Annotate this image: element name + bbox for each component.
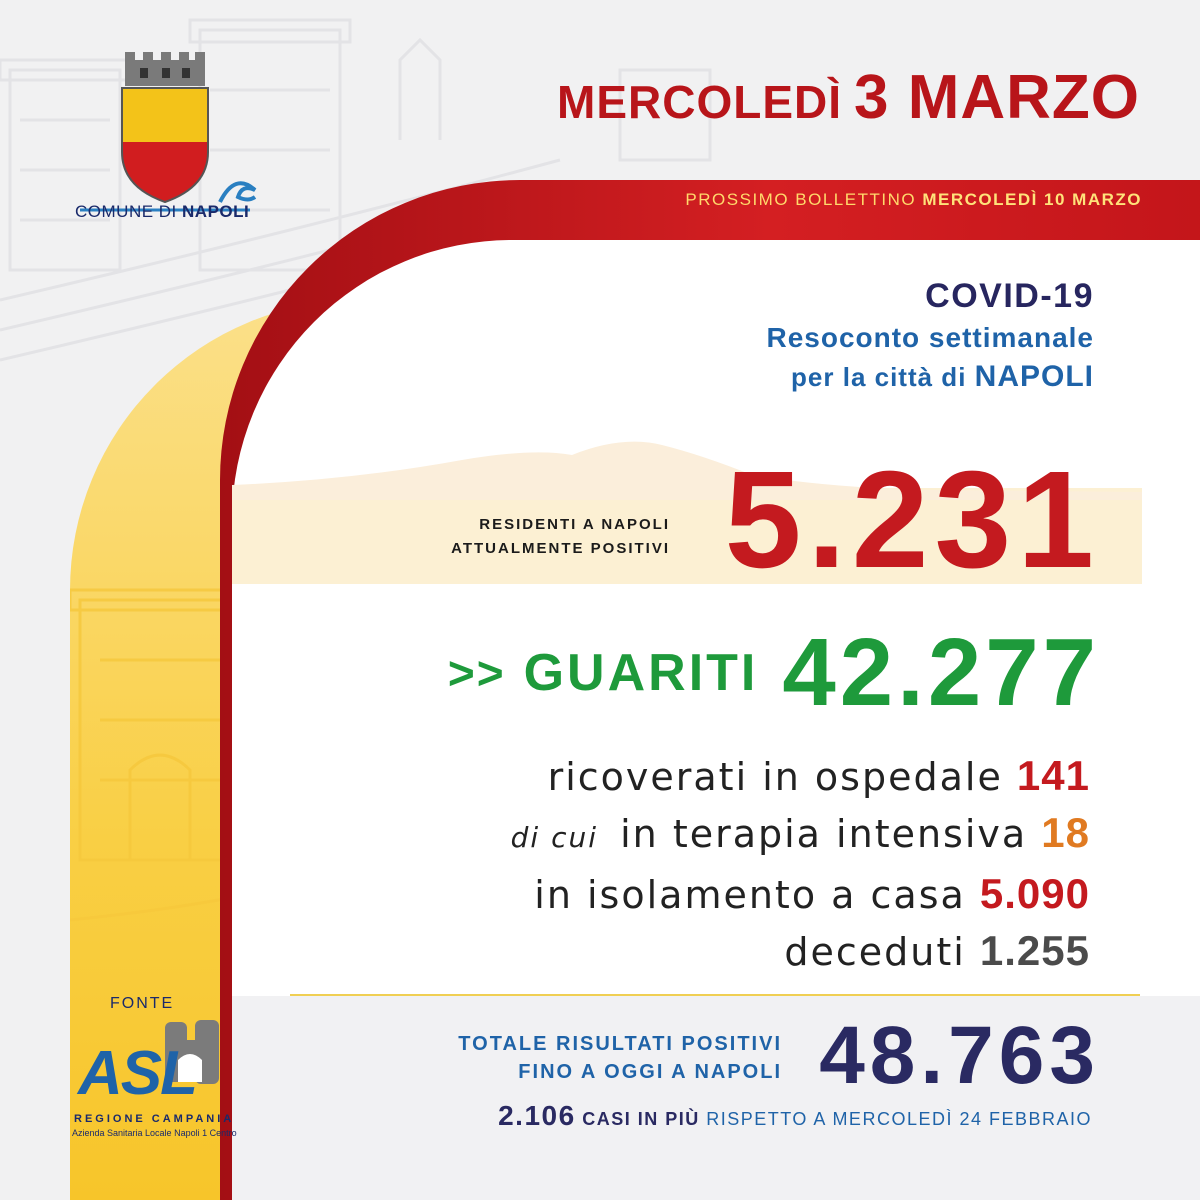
- title-city: [766, 358, 1094, 396]
- title-weekly-report: Resoconto settimanale: [766, 322, 1094, 353]
- recovered-label: GUARITI: [523, 644, 759, 702]
- total-label-line2: FINO A OGGI A NAPOLI: [518, 1061, 782, 1083]
- stat-home-isolation: [511, 866, 1090, 923]
- section-divider: [290, 994, 1140, 996]
- stat-deaths: [511, 923, 1090, 980]
- title-covid: COVID-19: [925, 277, 1094, 315]
- residents-label-line1: RESIDENTI A NAPOLI: [479, 516, 670, 533]
- stat-deaths-value: 1.255: [979, 927, 1090, 974]
- stat-icu: [511, 805, 1090, 866]
- next-bulletin-date: MERCOLEDÌ 10 MARZO: [922, 190, 1142, 209]
- stat-home-value: 5.090: [979, 870, 1090, 917]
- title-city-prefix: per la città di: [791, 362, 967, 392]
- diff-comparison-text: RISPETTO A MERCOLEDÌ 24 FEBBRAIO: [706, 1109, 1092, 1129]
- diff-cases-label: CASI IN PIÙ: [582, 1109, 700, 1129]
- asl-description: Azienda Sanitaria Locale Napoli 1 Centro: [72, 1128, 237, 1138]
- total-label: [458, 1030, 782, 1086]
- stat-hospital-value: 141: [1016, 752, 1090, 799]
- stat-icu-prefix: di cui: [510, 821, 598, 854]
- stats-list: [511, 748, 1090, 980]
- total-label-line1: TOTALE RISULTATI POSITIVI: [458, 1033, 782, 1055]
- diff-value: 2.106: [498, 1100, 576, 1131]
- stat-deaths-label: deceduti: [784, 930, 966, 974]
- report-title: [766, 274, 1094, 396]
- asl-region: REGIONE CAMPANIA: [74, 1113, 235, 1125]
- residents-label: [451, 513, 670, 561]
- date-value: 3 MARZO: [854, 63, 1140, 132]
- logo-text-city: NAPOLI: [182, 202, 250, 221]
- title-city-name: NAPOLI: [974, 360, 1094, 393]
- recovered-value: 42.277: [782, 619, 1100, 726]
- double-arrow-icon: >>: [447, 647, 506, 699]
- total-positive-value: 48.763: [819, 1010, 1100, 1101]
- stat-hospital: [511, 748, 1090, 805]
- stat-home-label: in isolamento a casa: [534, 873, 966, 917]
- stat-icu-value: 18: [1041, 809, 1090, 856]
- total-difference: [498, 1100, 1092, 1132]
- logo-text-prefix: COMUNE DI: [75, 202, 177, 221]
- source-label: FONTE: [110, 995, 175, 1012]
- recovered-row: [448, 618, 1100, 728]
- stat-hospital-label: ricoverati in ospedale: [547, 755, 1003, 799]
- next-bulletin-prefix: PROSSIMO BOLLETTINO: [685, 190, 917, 209]
- bulletin-date: [557, 62, 1140, 133]
- residents-label-line2: ATTUALMENTE POSITIVI: [451, 540, 670, 557]
- stat-icu-label: in terapia intensiva: [620, 812, 1028, 856]
- next-bulletin: [685, 190, 1142, 210]
- asl-logo-text: ASL: [78, 1039, 196, 1108]
- logo-text: [75, 202, 249, 222]
- date-day: MERCOLEDÌ: [557, 76, 842, 128]
- residents-positive-value: 5.231: [724, 443, 1100, 597]
